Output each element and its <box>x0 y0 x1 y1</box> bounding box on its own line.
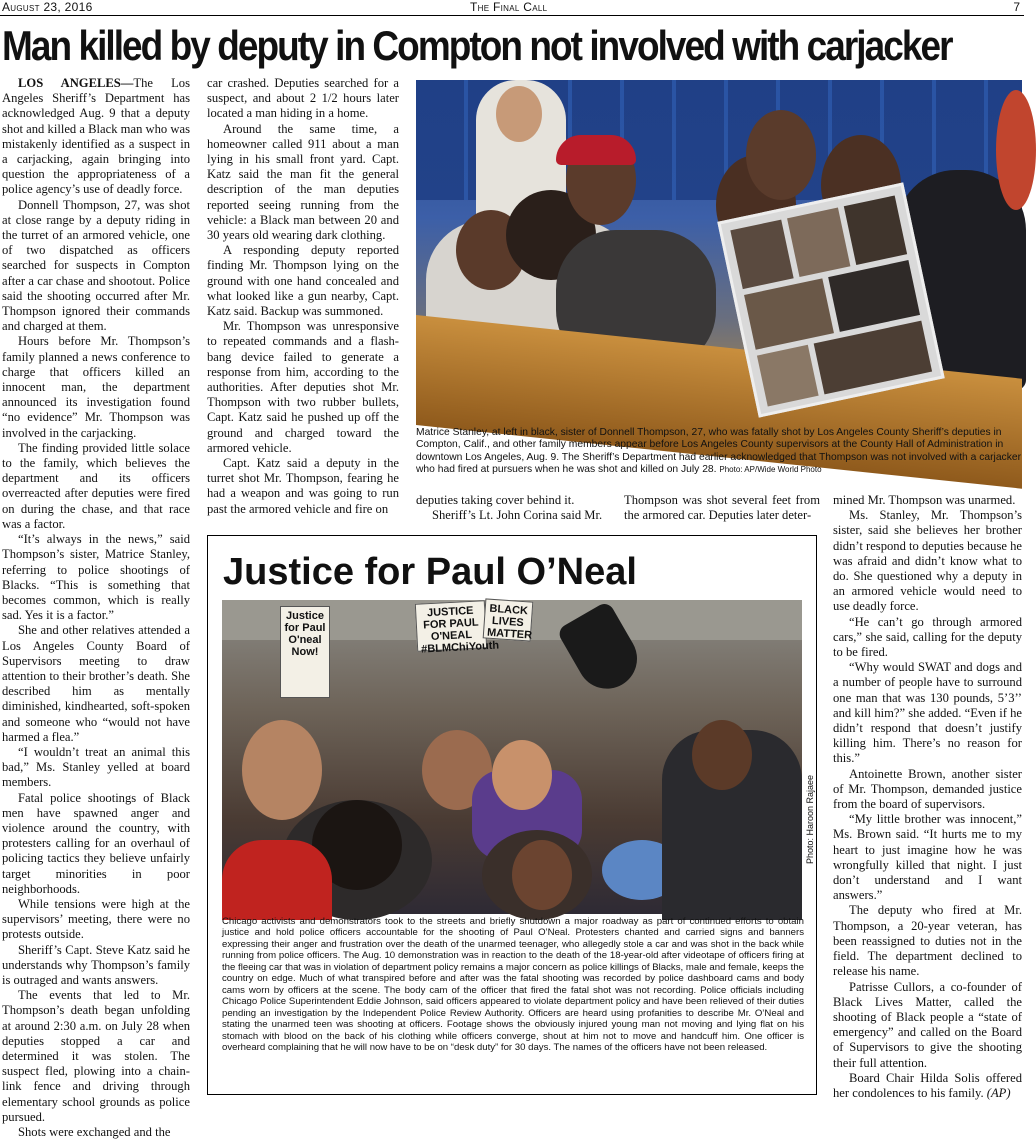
article-paragraph: Sheriff’s Lt. John Corina said Mr. <box>432 508 603 523</box>
article-paragraph: car crashed. Deputies searched for a suspect, and about 2 1/2 hours later located a man hiding in a home. <box>207 76 399 121</box>
article-paragraph: Mr. Thompson was unresponsive to repeated commands and a flash-bang device failed to generate a response from him, according to the authorities. After deputies shot Mr. Thompson with two rubber bullets, Capt. Katz said he pushed up off the ground and charged toward the armored vehicle. <box>207 319 399 455</box>
memorial-poster <box>717 182 944 417</box>
article-column-5 <box>833 493 1022 1101</box>
main-photo <box>416 80 1022 424</box>
protest-sign: Justice for Paul O'neal Now! <box>280 606 330 698</box>
photo-figure <box>222 840 332 920</box>
article-paragraph: Hours before Mr. Thompson’s family planned a news conference to charge that officers killed an innocent man, the department announced its investigation found “no evidence” Mr. Thompson was involved in the carjacking. <box>2 334 190 440</box>
photo-figure <box>496 86 542 142</box>
publication-name: The Final Call <box>470 0 548 14</box>
article-column-4 <box>624 493 820 523</box>
folio-bar <box>0 0 1024 16</box>
issue-date: August 23, 2016 <box>2 0 93 14</box>
dateline: LOS ANGELES— <box>18 76 134 90</box>
photo-figure <box>746 110 816 200</box>
article-paragraph: The deputy who fired at Mr. Thompson, a 20-year veteran, has been reassigned to duties not in the field. The department declined to release his name. <box>833 903 1022 979</box>
article-paragraph: Sheriff’s Capt. Steve Katz said he understands why Thompson’s family is outraged and wants answers. <box>2 942 190 987</box>
article-paragraph: The events that led to Mr. Thompson’s death began unfolding at around 2:30 a.m. on July 28 when deputies stopped a car and determined it was stolen. The suspect fled, plowing into a chain-link fence and driving through elementary school grounds as police pursued. <box>2 988 190 1124</box>
article-paragraph: deputies taking cover behind it. <box>416 493 575 507</box>
article-paragraph: Around the same time, a homeowner called 911 about a man lying in his small front yard. Capt. Katz said the man fit the general description of the man deputies reported seeing running from the vehicle: a Black man between 20 and 30 years old wearing dark clothing. <box>207 121 399 243</box>
protest-photo <box>222 600 802 914</box>
article-paragraph: Capt. Katz said a deputy in the turret shot Mr. Thompson, fearing he had a weapon and was going to run past the armored vehicle and fire on <box>207 456 399 516</box>
article-paragraph: Shots were exchanged and the <box>18 1125 171 1140</box>
photo-figure <box>242 720 322 820</box>
article-paragraph: mined Mr. Thompson was unarmed. <box>833 493 1016 507</box>
article-paragraph: She and other relatives attended a Los Angeles County Board of Supervisors meeting to draw attention to their brother’s death. She described him as mentally diminished, kindhearted, soft-spoken and someone who “would not have harmed a flea.” <box>2 623 190 744</box>
article-paragraph: The finding provided little solace to the family, which believes the department and its officers overreacted after deputies were fired on during the chase, and that race was a factor. <box>2 440 190 531</box>
photo-figure <box>692 720 752 790</box>
protest-sign: BLACK LIVES MATTER <box>483 598 534 641</box>
headline: Man killed by deputy in Compton not involved with carjacker <box>2 22 952 69</box>
main-photo-caption <box>416 427 1022 477</box>
article-paragraph: While tensions were high at the supervisors’ meeting, there were no protests outside. <box>2 896 190 942</box>
article-paragraph: Fatal police shootings of Black men have spawned anger and violence around the country, with protesters calling for an overhaul of policing tactics they believe unfairly target minorities in poor neighborhoods. <box>2 790 190 896</box>
ap-credit: (AP) <box>986 1085 1011 1100</box>
main-photo-caption-text: Matrice Stanley, at left in black, sister of Donnell Thompson, 27, who was fatally shot by Los Angeles County Sheriff’s deputies in Compton, Calif., and other family members appear before Los Angeles County supervisors at the County Hall of Administration in downtown Los Angeles, Aug. 9. The Sheriff’s Department had earlier acknowledged that Thompson was not involved with a carjacker who had fired at pursuers when he was shot and killed on July 28. <box>416 427 1022 476</box>
sidebar-box <box>207 535 817 1095</box>
sidebar-title: Justice for Paul O’Neal <box>223 551 637 593</box>
photo-figure <box>512 840 572 910</box>
main-photo-credit: Photo: AP/Wide World Photo <box>719 465 822 475</box>
article-column-1 <box>2 76 190 1140</box>
article-paragraph: Board Chair Hilda Solis offered her condolences to his family. (AP) <box>833 1070 1022 1100</box>
protest-photo-caption: Chicago activists and demonstrators took to the streets and briefly shutdown a major roadway as part of continued efforts to obtain justice and hold police officers accountable for the shooting of Paul O’Neal. Protesters chanted and carried signs and banners expressing their anger and frustration over the death of the unarmed teenager, who allegedly stole a car and was shot in the back while running from police officers. The Aug. 10 demonstration was in reaction to the death of the 18-year-old after videotape of officers firing at the fleeing car that was in violation of department policy remains a major concern as police killings of Blacks, male and female, keeps the country on edge. Much of what transpired before and after was the fatal shooting was recorded by police dashboard cams and body cams worn by officers at the scene. The body cam of the officer that fired the fatal shot was not recording. Police officials including Chicago Police Superintendent Eddie Johnson, said officers appeared to violate department policy and have been relieved of their duties pending an investigation by the Independent Police Review Authority. Officers are heard using profanities to describe Mr. O’Neal and stating the unarmed teen was shooting at officers. Footage shows the obviously injured young man not moving and lying flat on his stomach with blood on the back of his clothing while officers converge, shout at him not to move and handcuff him. One officer is overheard complaining that he will now have to be on “desk duty” for 30 days. The names of the officers have not been released. <box>222 916 804 1053</box>
article-paragraph: Antoinette Brown, another sister of Mr. Thompson, demanded justice from the board of supervisors. <box>833 766 1022 812</box>
protest-sign: JUSTICE FOR PAUL O'NEAL #BLMChiYouth <box>415 600 487 652</box>
photo-figure <box>492 740 552 810</box>
article-paragraph: Thompson was shot several feet from the armored car. Deputies later deter- <box>624 493 820 523</box>
article-paragraph: “He can’t go through armored cars,” she said, calling for the deputy to be fired. <box>833 614 1022 660</box>
page-number: 7 <box>1013 0 1020 14</box>
photo-figure <box>556 135 636 165</box>
article-column-2 <box>207 76 399 517</box>
article-paragraph: “I wouldn’t treat an animal this bad,” Ms. Stanley yelled at board members. <box>2 744 190 790</box>
photo-figure <box>996 90 1036 210</box>
article-paragraph: Patrisse Cullors, a co-founder of Black Lives Matter, called the shooting of Black people a “state of emergency” and called on the Board of Supervisors to give the shooting their full attention. <box>833 979 1022 1070</box>
article-paragraph: “Why would SWAT and dogs and a number of people have to surround one man that was 130 pounds, 5’3’’ and kill him?” she added. “Even if he didn’t respond that doesn’t justify killing him. There’s no reason for this.” <box>833 660 1022 766</box>
article-paragraph: LOS ANGELES—The Los Angeles Sheriff’s Department has acknowledged Aug. 9 that a deputy shot and killed a Black man who was mistakenly identified as a suspect in a carjacking, again bringing into question the appropriateness of a police agency’s use of deadly force. <box>2 76 190 197</box>
article-paragraph: A responding deputy reported finding Mr. Thompson lying on the ground with one hand concealed and what looked like a gun nearby, Capt. Katz said. Backup was summoned. <box>207 243 399 319</box>
article-paragraph: “It’s always in the news,” said Thompson’s sister, Matrice Stanley, referring to police shootings of Blacks. “This is something that becomes common, which is really sad. Yes it is a factor.” <box>2 532 190 623</box>
article-paragraph: Ms. Stanley, Mr. Thompson’s sister, said she believes her brother didn’t respond to deputies because he was afraid and didn’t know what to do. She questioned why a deputy in an armored vehicle would need to use deadly force. <box>833 508 1022 614</box>
article-column-3 <box>416 493 614 523</box>
article-paragraph: “My little brother was innocent,” Ms. Brown said. “It hurts me to my heart to just imagine how he was wrongfully killed that night. I just don’t understand and I want answers.” <box>833 812 1022 903</box>
protest-photo-credit: Photo: Haroon Rajaee <box>805 774 815 864</box>
article-paragraph: Donnell Thompson, 27, was shot at close range by a deputy riding in the turret of an armored vehicle, one of two dispatched as officers searched for suspects in Compton after a car chase and shootout. Police said the shooting occurred after Mr. Thompson ignored their commands and charged at them. <box>2 197 190 334</box>
